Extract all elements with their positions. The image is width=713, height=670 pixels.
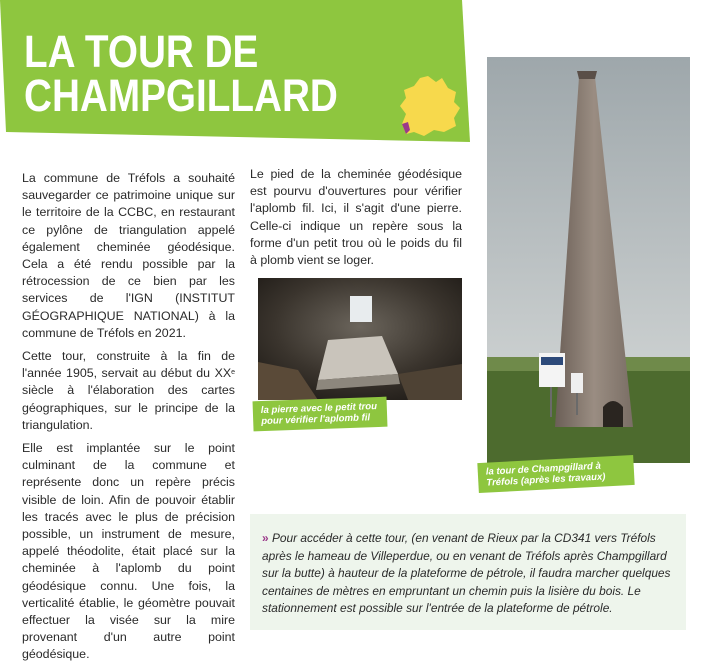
- article-column-1: [22, 170, 235, 670]
- access-info-text: » Pour accéder à cette tour, (en venant de Rieux par la CD341 vers Tréfols après le hameau de Villeperdue, ou en venant de Tréfols après Champgillard sur la butte) à hauteur de la plateforme de pétrole, il faudra marcher quelques centaines de mètres en empruntant un chemin puis la lisière du bois. Le stationnement est possible sur l'entrée de la plateforme de pétrole.: [262, 531, 671, 616]
- tower-photo: [487, 57, 690, 463]
- stone-photo: [258, 278, 462, 400]
- paragraph-history: Cette tour, construite à la fin de l'année 1905, servait au début du XXe siècle à l'élaboration des cartes géographiques, sur le principe de la triangulation.: [22, 349, 235, 432]
- caption-tower-photo: la tour de Champgillard à Tréfols (après les travaux): [477, 455, 634, 493]
- map-region-icon: [398, 74, 462, 138]
- caption-stone-photo: la pierre avec le petit trou pour vérifier l'aplomb fil: [253, 397, 388, 432]
- page-title: [24, 26, 338, 121]
- page-title-line: CHAMPGILLARD: [24, 70, 338, 121]
- paragraph-base: Le pied de la cheminée géodésique est pourvu d'ouvertures pour vérifier l'aplomb fil. Ici, il s'agit d'une pierre. Celle-ci indique un repère sous la forme d'un petit trou où le poids du fil à plomb vient se loger.: [250, 167, 462, 268]
- page-title-line: LA TOUR DE: [24, 26, 259, 77]
- article-column-2: [250, 166, 462, 275]
- double-chevron-icon: »: [262, 531, 269, 545]
- paragraph-location: Elle est implantée sur le point culminant de la commune et représente donc un repère précis visible de loin. Afin de pouvoir établir les tracés avec le plus de précision possible, un instrument de mesure, appelé théodolite, était placé sur la cheminée à l'aplomb du point géodésique connu. Une fois, la verticalité établie, le géomètre pouvait effectuer la visée sur la mire provenant d'un autre point géodésique.: [22, 441, 235, 662]
- paragraph-intro: La commune de Tréfols a souhaité sauvegarder ce patrimoine unique sur le territoire de la CCBC, en restaurant ce pylône de triangulation appelé également cheminée géodésique. Cela a été rendu possible par la rétrocession de ce bien par les services de l'IGN (INSTITUT GÉOGRAPHIQUE NATIONAL) à la commune de Tréfols en 2021.: [22, 171, 235, 340]
